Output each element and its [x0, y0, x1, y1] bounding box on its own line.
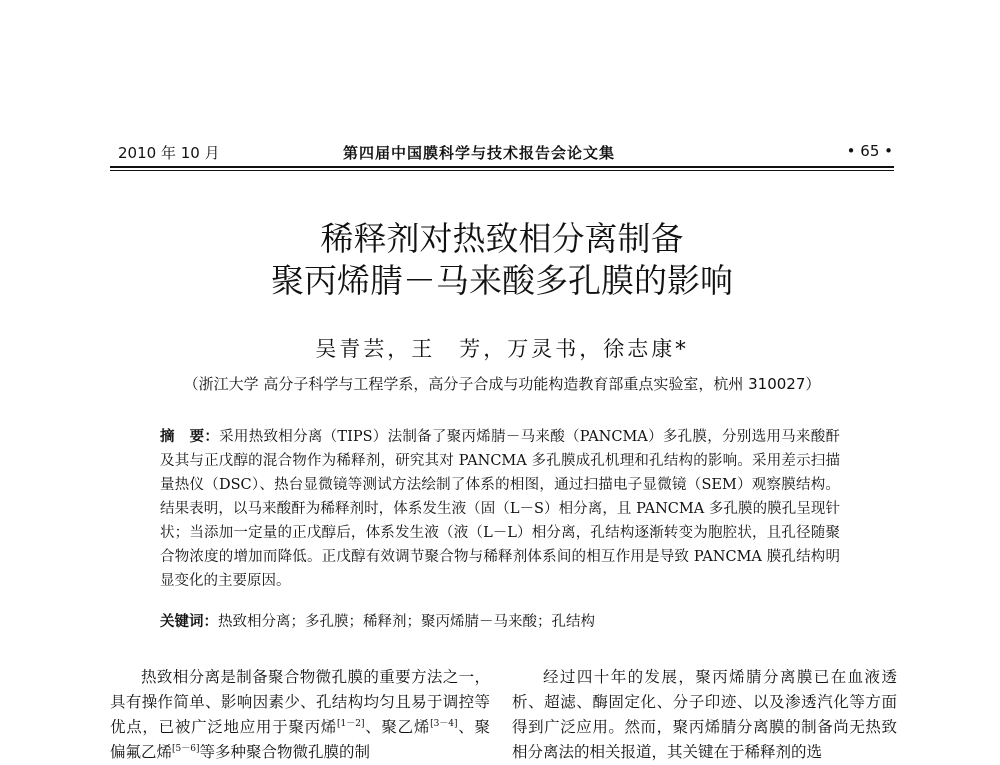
- keywords: [160, 610, 840, 634]
- body-right-text: 经过四十年的发展，聚丙烯腈分离膜已在血液透析、超滤、酶固定化、分子印迹、以及渗透汽化等方面得到广泛应用。然而，聚丙烯腈分离膜的制备尚无热致相分离法的相关报道，其关键在于稀释剂的选: [512, 668, 897, 761]
- header-journal-title: 第四届中国膜科学与技术报告会论文集: [343, 144, 616, 162]
- citation-ref: [1－2]: [337, 718, 365, 729]
- keywords-label: 关键词：: [160, 614, 218, 630]
- running-header: [118, 142, 893, 164]
- affiliation: （浙江大学 高分子科学与工程学系，高分子合成与功能构造教育部重点实验室，杭州 310027）: [183, 375, 821, 393]
- citation-ref: [5－6]: [172, 743, 200, 754]
- abstract: [160, 425, 840, 593]
- paper-title-line-1: 稀释剂对热致相分离制备: [320, 219, 684, 258]
- abstract-text: 采用热致相分离（TIPS）法制备了聚丙烯腈－马来酸（PANCMA）多孔膜，分别选用马来酸酐及其与正戊醇的混合物作为稀释剂，研究其对 PANCMA 多孔膜成孔机理和孔结构的影响。采用差示扫描量热仪（DSC）、热台显微镜等测试方法绘制了体系的相图，通过扫描电子显微镜（SEM）观察膜结构。结果表明，以马来酸酐为稀释剂时，体系发生液（固（L－S）相分离，且 PANCMA 多孔膜的膜孔呈现针状；当添加一定量的正戊醇后，体系发生液（液（L－L）相分离，孔结构逐渐转变为胞腔状，且孔径随聚合物浓度的增加而降低。正戊醇有效调节聚合物与稀释剂体系间的相互作用是导致 PANCMA 膜孔结构明显变化的主要原因。: [160, 429, 840, 589]
- keywords-text: 热致相分离；多孔膜；稀释剂；聚丙烯腈－马来酸；孔结构: [218, 614, 595, 630]
- paper-title-line-2: 聚丙烯腈－马来酸多孔膜的影响: [271, 261, 733, 300]
- header-page-number: • 65 •: [846, 142, 893, 160]
- header-rule-thin: [110, 170, 894, 171]
- author-list: 吴青芸，王 芳，万灵书，徐志康*: [315, 337, 689, 361]
- body-left-text-c: 、聚偏氟乙烯: [110, 718, 490, 761]
- body-column-right: [512, 665, 897, 765]
- citation-ref: [3－4]: [430, 718, 458, 729]
- abstract-label: 摘 要：: [160, 429, 220, 445]
- body-left-text-d: 等多种聚合物微孔膜的制: [199, 743, 371, 761]
- header-date: 2010 年 10 月: [118, 144, 220, 162]
- body-column-left: [110, 665, 490, 765]
- header-rule-thick: [110, 166, 894, 168]
- body-left-text-a: 热致相分离是制备聚合物微孔膜的重要方法之一，具有操作简单、影响因素少、孔结构均匀且易于调控等优点，已被广泛地应用于聚丙烯: [110, 668, 490, 736]
- body-left-text-b: 、聚乙烯: [364, 718, 431, 736]
